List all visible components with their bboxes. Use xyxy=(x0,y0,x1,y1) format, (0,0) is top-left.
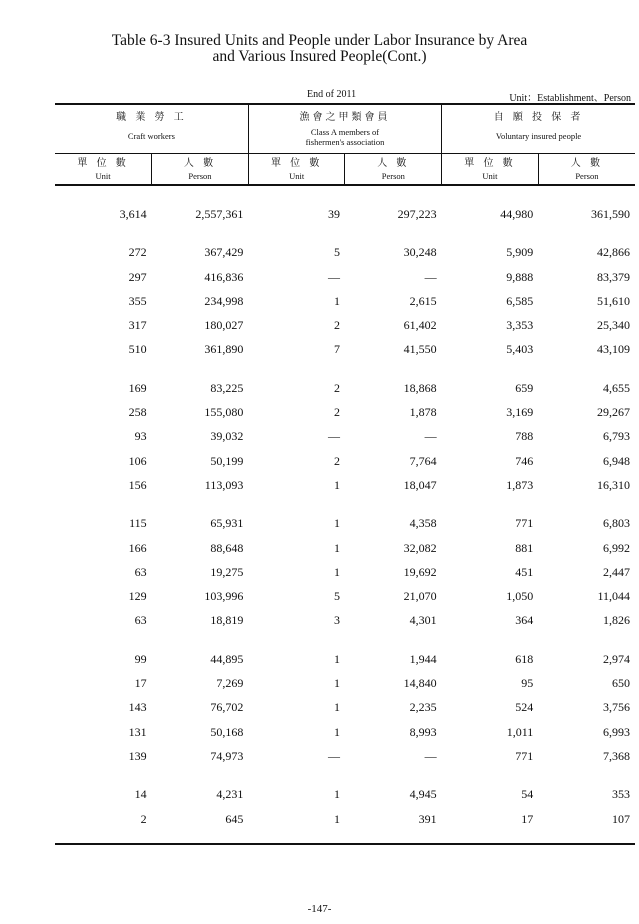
table-cell: 1 xyxy=(333,787,340,802)
table-row xyxy=(55,449,635,473)
group-label-en-line1: Class A members of xyxy=(310,127,380,137)
table-cell: 41,550 xyxy=(403,342,437,357)
group-voluntary-insured xyxy=(442,104,635,154)
table-cell: 2,557,361 xyxy=(195,207,244,221)
table-cell: 524 xyxy=(515,700,534,715)
table-cell: 1 xyxy=(333,540,340,555)
table-cell: 76,702 xyxy=(210,700,244,715)
insured-units-table xyxy=(55,103,635,845)
table-cell: 65,931 xyxy=(210,516,244,531)
table-cell: 7,368 xyxy=(603,748,630,763)
table-cell: 129 xyxy=(128,589,147,604)
table-row xyxy=(55,424,635,448)
table-cell: 1,878 xyxy=(409,405,437,420)
table-cell: 1 xyxy=(333,676,340,691)
table-cell: 166 xyxy=(128,540,147,555)
table-cell: — xyxy=(327,269,340,284)
table-cell: 451 xyxy=(515,564,534,579)
unit-note: Unit：Establishment、Person xyxy=(509,93,631,104)
table-cell: 2 xyxy=(333,405,340,420)
subheader-person: 人 數 Person xyxy=(345,154,442,186)
subheader-person: 人 數 Person xyxy=(152,154,249,186)
group-craft-workers xyxy=(55,104,248,154)
table-cell: 1,826 xyxy=(603,613,630,628)
table-cell: 3 xyxy=(333,613,340,628)
table-cell: 74,973 xyxy=(210,748,244,763)
table-cell: 2 xyxy=(140,811,147,826)
table-cell: 61,402 xyxy=(403,318,437,333)
table-cell: 103,996 xyxy=(204,589,244,604)
table-cell: 63 xyxy=(134,564,147,579)
table-row xyxy=(55,265,635,289)
table-cell: 7,269 xyxy=(216,676,244,691)
table-cell: 297 xyxy=(128,269,147,284)
table-cell: 234,998 xyxy=(204,293,244,308)
table-cell: 50,168 xyxy=(210,724,244,739)
table-cell: 93 xyxy=(134,429,147,444)
table-cell: 5 xyxy=(333,589,340,604)
table-cell: 17 xyxy=(134,676,147,691)
table-row xyxy=(55,807,635,831)
table-row xyxy=(55,608,635,632)
table-cell: 113,093 xyxy=(204,477,244,492)
spacer-row xyxy=(55,768,635,782)
table-cell: 16,310 xyxy=(597,477,630,492)
table-bottom-rule xyxy=(55,831,635,844)
table-cell: 131 xyxy=(128,724,147,739)
table-row xyxy=(55,376,635,400)
table-cell: 4,945 xyxy=(409,787,437,802)
table-cell: 2 xyxy=(333,380,340,395)
table-cell: 1 xyxy=(333,724,340,739)
table-cell: 746 xyxy=(515,453,534,468)
table-cell: 4,301 xyxy=(409,613,437,628)
table-cell: 317 xyxy=(128,318,147,333)
group-fishermen-association xyxy=(248,104,441,154)
table-cell: 5,909 xyxy=(506,245,534,260)
table-cell: 7 xyxy=(333,342,340,357)
table-cell: 1 xyxy=(333,477,340,492)
table-cell: 659 xyxy=(515,380,534,395)
table-cell: 771 xyxy=(515,516,534,531)
table-cell: 416,836 xyxy=(204,269,244,284)
table-cell: 8,993 xyxy=(409,724,437,739)
table-cell: 355 xyxy=(128,293,147,308)
table-cell: 6,948 xyxy=(603,453,630,468)
table-cell: 3,756 xyxy=(603,700,630,715)
table-cell: 18,868 xyxy=(403,380,437,395)
spacer-row xyxy=(55,497,635,511)
table-cell: — xyxy=(327,429,340,444)
group-label-en-line2: fishermen's association xyxy=(305,137,385,147)
table-cell: 6,793 xyxy=(603,429,630,444)
subheader-unit: 單 位 數 Unit xyxy=(442,154,539,186)
table-row xyxy=(55,536,635,560)
table-row xyxy=(55,671,635,695)
table-cell: 272 xyxy=(128,245,147,260)
table-cell: 39 xyxy=(327,207,340,221)
table-cell: 19,275 xyxy=(210,564,244,579)
table-cell: 7,764 xyxy=(409,453,437,468)
group-label-zh: 漁會之甲類會員 xyxy=(299,112,391,123)
table-cell: 881 xyxy=(515,540,534,555)
table-cell: 29,267 xyxy=(597,405,630,420)
table-cell: 32,082 xyxy=(403,540,437,555)
table-cell: 44,980 xyxy=(500,207,534,221)
table-cell: 391 xyxy=(418,811,437,826)
table-cell: 1,873 xyxy=(506,477,534,492)
table-cell: 258 xyxy=(128,405,147,420)
table-cell: 156 xyxy=(128,477,147,492)
table-row xyxy=(55,337,635,361)
table-cell: 42,866 xyxy=(597,245,630,260)
table-cell: 4,358 xyxy=(409,516,437,531)
table-row xyxy=(55,720,635,744)
group-label-zh: 自 願 投 保 者 xyxy=(493,112,584,123)
table-cell: 1,011 xyxy=(506,724,534,739)
table-cell: 771 xyxy=(515,748,534,763)
table-cell: 44,895 xyxy=(210,651,244,666)
table-cell: 1 xyxy=(333,811,340,826)
table-cell: 6,992 xyxy=(603,540,630,555)
table-cell: 6,803 xyxy=(603,516,630,531)
table-cell: 3,614 xyxy=(119,207,147,221)
table-row xyxy=(55,202,635,226)
group-label-en: Craft workers xyxy=(127,131,175,141)
table-cell: 39,032 xyxy=(210,429,244,444)
table-cell: 30,248 xyxy=(403,245,437,260)
table-cell: 50,199 xyxy=(210,453,244,468)
table-cell: — xyxy=(424,748,437,763)
group-label-zh: 職 業 勞 工 xyxy=(116,112,187,123)
table-cell: 645 xyxy=(225,811,244,826)
table-cell: 63 xyxy=(134,613,147,628)
table-cell: 95 xyxy=(521,676,534,691)
table-cell: 2,235 xyxy=(409,700,437,715)
table-row xyxy=(55,511,635,535)
table-cell: 143 xyxy=(128,700,147,715)
table-cell: 83,225 xyxy=(210,380,244,395)
table-row xyxy=(55,695,635,719)
table-cell: 361,890 xyxy=(204,342,244,357)
spacer-row xyxy=(55,633,635,647)
table-row xyxy=(55,782,635,806)
table-cell: 107 xyxy=(612,811,630,826)
table-body xyxy=(55,185,635,844)
table-cell: 43,109 xyxy=(597,342,630,357)
table-cell: 6,993 xyxy=(603,724,630,739)
table-row xyxy=(55,584,635,608)
table-row xyxy=(55,744,635,768)
group-label-en: Voluntary insured people xyxy=(495,131,582,141)
table-cell: 1 xyxy=(333,700,340,715)
subheader-unit: 單 位 數 Unit xyxy=(55,154,152,186)
table-row xyxy=(55,400,635,424)
table-cell: 106 xyxy=(128,453,147,468)
table-cell: 83,379 xyxy=(597,269,630,284)
table-cell: 3,353 xyxy=(506,318,534,333)
table-cell: 139 xyxy=(128,748,147,763)
table-cell: 54 xyxy=(521,787,534,802)
table-row xyxy=(55,240,635,264)
table-cell: 2,447 xyxy=(603,564,630,579)
table-cell: 17 xyxy=(521,811,534,826)
table-cell: 14 xyxy=(134,787,147,802)
table-cell: 2 xyxy=(333,453,340,468)
table-cell: 2,615 xyxy=(409,293,437,308)
table-cell: — xyxy=(424,429,437,444)
table-cell: 180,027 xyxy=(204,318,244,333)
table-cell: 510 xyxy=(128,342,147,357)
subheader-person: 人 數 Person xyxy=(538,154,635,186)
table-cell: 3,169 xyxy=(506,405,534,420)
group-header-row xyxy=(55,104,635,154)
table-title-line1: Table 6-3 Insured Units and People under Labor Insurance by Area xyxy=(111,32,528,49)
table-cell: 2 xyxy=(333,318,340,333)
table-cell: 1 xyxy=(333,651,340,666)
table-cell: 1 xyxy=(333,516,340,531)
table-cell: 115 xyxy=(129,516,147,531)
table-cell: 88,648 xyxy=(210,540,244,555)
table-row xyxy=(55,473,635,497)
table-cell: 14,840 xyxy=(403,676,437,691)
table-cell: — xyxy=(424,269,437,284)
table-cell: 21,070 xyxy=(403,589,437,604)
table-cell: 18,047 xyxy=(403,477,437,492)
page-number: -147- xyxy=(307,903,332,915)
spacer-row xyxy=(55,362,635,376)
table-cell: 650 xyxy=(612,676,630,691)
spacer-row xyxy=(55,185,635,202)
table-row xyxy=(55,560,635,584)
table-cell: 364 xyxy=(515,613,534,628)
table-cell: 1,050 xyxy=(506,589,534,604)
table-cell: 9,888 xyxy=(506,269,534,284)
table-cell: 1 xyxy=(333,293,340,308)
table-row xyxy=(55,289,635,313)
table-cell: 297,223 xyxy=(397,207,437,221)
table-cell: 4,655 xyxy=(603,380,630,395)
table-cell: 361,590 xyxy=(591,207,630,221)
reference-date: End of 2011 xyxy=(307,89,357,100)
table-cell: 5,403 xyxy=(506,342,534,357)
subheader-unit: 單 位 數 Unit xyxy=(248,154,345,186)
table-cell: 1,944 xyxy=(409,651,437,666)
table-cell: 11,044 xyxy=(597,589,630,604)
table-cell: — xyxy=(327,748,340,763)
table-cell: 618 xyxy=(515,651,534,666)
subheader-row xyxy=(55,154,635,186)
table-cell: 788 xyxy=(515,429,534,444)
table-cell: 169 xyxy=(128,380,147,395)
table-cell: 4,231 xyxy=(216,787,244,802)
table-cell: 5 xyxy=(333,245,340,260)
table-cell: 6,585 xyxy=(506,293,534,308)
table-cell: 99 xyxy=(134,651,147,666)
table-cell: 18,819 xyxy=(210,613,244,628)
table-title-line2: and Various Insured People(Cont.) xyxy=(212,48,427,65)
table-cell: 1 xyxy=(333,564,340,579)
table-cell: 367,429 xyxy=(204,245,244,260)
table-cell: 51,610 xyxy=(597,293,630,308)
table-row xyxy=(55,313,635,337)
table-row xyxy=(55,647,635,671)
table-cell: 155,080 xyxy=(204,405,244,420)
spacer-row xyxy=(55,226,635,240)
table-cell: 19,692 xyxy=(403,564,437,579)
table-cell: 353 xyxy=(612,787,630,802)
table-cell: 25,340 xyxy=(597,318,630,333)
table-cell: 2,974 xyxy=(603,651,630,666)
